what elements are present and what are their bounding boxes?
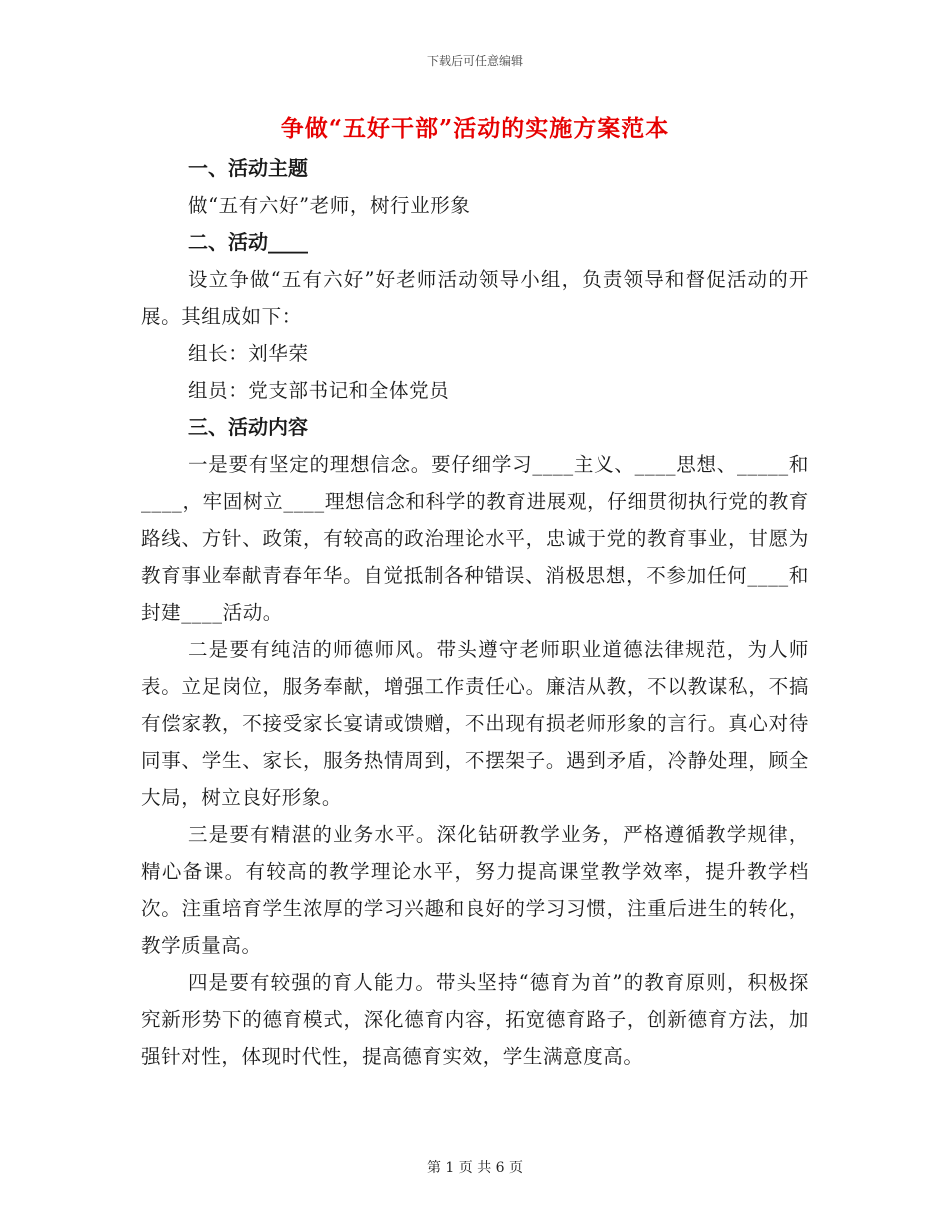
page-number: 第 1 页 共 6 页 [426,1160,524,1176]
content-paragraph-1: 一是要有坚定的理想信念。要仔细学习____主义、____思想、_____和____，牢固树立____理想信念和科学的教育进展观，仔细贯彻执行党的教育路线、方针、政策，有较高的政治理论水平，忠诚于党的教育事业，甘愿为教育事业奉献青春年华。自觉抵制各种错误、消极思想，不参加任何____和封建____活动。 [141,453,809,624]
organization-paragraph: 设立争做“五有六好”好老师活动领导小组，负责领导和督促活动的开展。其组成如下： [141,268,809,328]
group-leader: 组长：刘华荣 [188,342,309,365]
group-members: 组员：党支部书记和全体党员 [188,379,450,402]
header-note: 下载后可任意编辑 [426,54,523,68]
section-heading-content: 三、活动内容 [188,415,308,439]
document-body [141,150,809,1075]
theme-text: 做“五有六好”老师，树行业形象 [188,194,471,217]
document-title: 争做“五好干部”活动的实施方案范本 [280,115,670,142]
section-heading-organization: 二、活动____ [188,230,308,254]
content-paragraph-4: 四是要有较强的育人能力。带头坚持“德育为首”的教育原则，积极探究新形势下的德育模式，深化德育内容，拓宽德育路子，创新德育方法，加强针对性，体现时代性，提高德育实效，学生满意度高。 [141,971,809,1068]
content-paragraph-2: 二是要有纯洁的师德师风。带头遵守老师职业道德法律规范，为人师表。立足岗位，服务奉献，增强工作责任心。廉洁从教，不以教谋私，不搞有偿家教，不接受家长宴请或馈赠，不出现有损老师形象的言行。真心对待同事、学生、家长，服务热情周到，不摆架子。遇到矛盾，冷静处理，顾全大局，树立良好形象。 [141,638,809,809]
section-heading-theme: 一、活动主题 [188,156,308,180]
content-paragraph-3: 三是要有精湛的业务水平。深化钻研教学业务，严格遵循教学规律，精心备课。有较高的教学理论水平，努力提高课堂教学效率，提升教学档次。注重培育学生浓厚的学习兴趣和良好的学习习惯，注重后进生的转化，教学质量高。 [141,823,809,957]
